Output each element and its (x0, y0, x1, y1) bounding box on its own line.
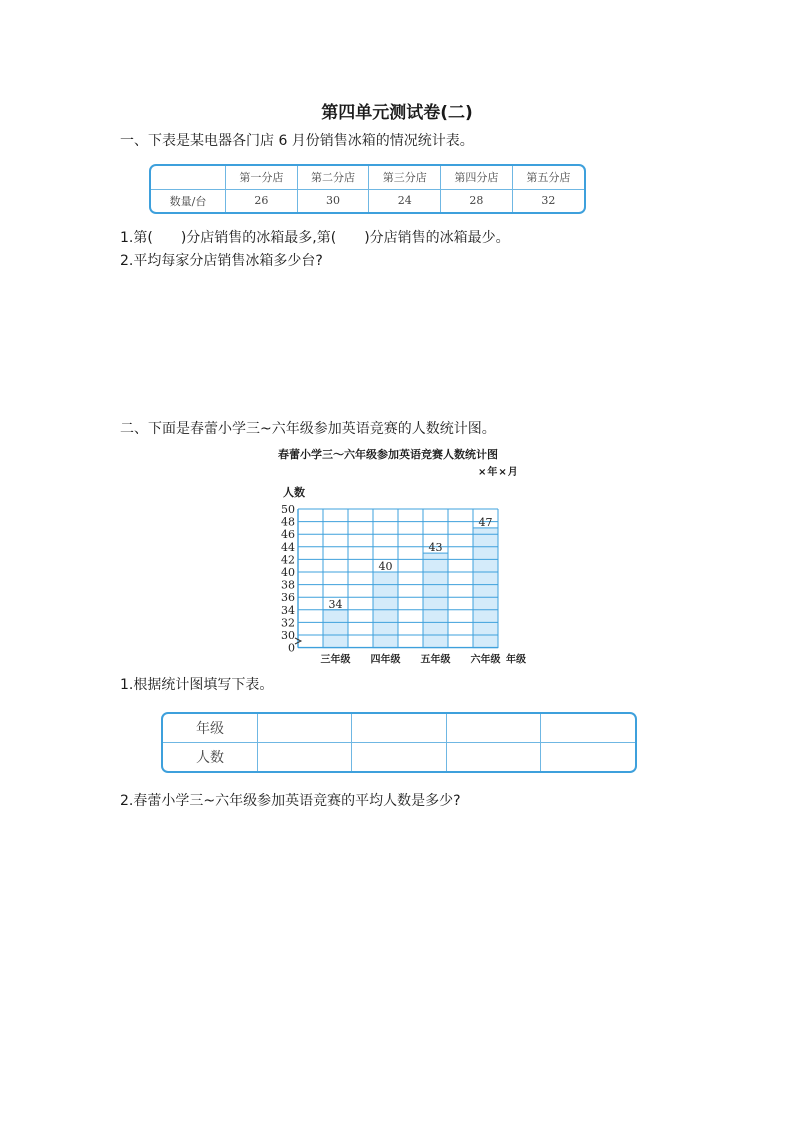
y-tick-label: 42 (281, 553, 295, 567)
chart-y-axis-label: 人数 (283, 486, 305, 499)
fill-in-row-grade (163, 714, 635, 743)
bar-chart (270, 498, 560, 668)
answer-cell[interactable] (541, 743, 635, 772)
x-category-label: 三年级 (320, 654, 351, 666)
answer-cell[interactable] (352, 714, 446, 743)
section2-question-2: 2.春蕾小学三~六年级参加英语竞赛的平均人数是多少? (120, 793, 461, 809)
y-tick-label: 0 (288, 641, 295, 655)
fill-in-row-count (163, 743, 635, 772)
bar-value-label: 43 (428, 541, 443, 555)
y-tick-label: 34 (281, 603, 295, 617)
bar-value-label: 40 (378, 560, 393, 573)
sales-table-header-row (151, 166, 584, 189)
table-header-cell: 第三分店 (369, 166, 441, 189)
answer-cell[interactable] (541, 714, 635, 743)
y-tick-label: 38 (281, 578, 295, 592)
table-cell: 32 (512, 189, 584, 212)
table-header-cell: 第二分店 (297, 166, 369, 189)
chart-title: 春蕾小学三～六年级参加英语竞赛人数统计图 (278, 448, 498, 461)
section2-question-1: 1.根据统计图填写下表。 (120, 677, 274, 693)
answer-cell[interactable] (352, 743, 446, 772)
bar (473, 528, 498, 648)
page-title: 第四单元测试卷(二) (321, 103, 473, 123)
y-tick-label: 40 (281, 566, 295, 579)
y-tick-label: 30 (281, 629, 295, 642)
y-tick-label: 32 (281, 616, 295, 630)
row-label: 人数 (163, 743, 258, 772)
sales-table-data-row (151, 189, 584, 212)
sales-table (149, 164, 586, 214)
answer-cell[interactable] (258, 743, 352, 772)
section2-heading: 二、下面是春蕾小学三~六年级参加英语竞赛的人数统计图。 (120, 421, 496, 437)
section1-question-1: 1.第( )分店销售的冰箱最多,第( )分店销售的冰箱最少。 (120, 230, 510, 246)
table-cell: 24 (369, 189, 441, 212)
x-category-label: 五年级 (420, 654, 451, 666)
x-category-label: 四年级 (370, 654, 401, 666)
x-category-label: 六年级 (470, 654, 501, 666)
bar-value-label: 47 (478, 515, 493, 529)
section1-heading: 一、下表是某电器各门店 6 月份销售冰箱的情况统计表。 (120, 133, 474, 149)
y-tick-label: 50 (281, 503, 295, 516)
table-cell: 30 (297, 189, 369, 212)
table-header-cell: 第四分店 (441, 166, 513, 189)
row-label: 年级 (163, 714, 258, 743)
fill-in-table (161, 712, 637, 773)
answer-cell[interactable] (446, 714, 540, 743)
table-cell: 数量/台 (151, 189, 226, 212)
y-tick-label: 44 (281, 540, 295, 554)
y-tick-label: 46 (281, 528, 295, 542)
answer-cell[interactable] (258, 714, 352, 743)
chart-date-note: ×年×月 (478, 467, 519, 478)
bar (423, 553, 448, 648)
table-header-cell: 第五分店 (512, 166, 584, 189)
y-tick-label: 48 (281, 515, 295, 529)
bar (323, 610, 348, 648)
table-cell: 26 (226, 189, 298, 212)
answer-cell[interactable] (446, 743, 540, 772)
table-cell: 28 (441, 189, 513, 212)
x-axis-label: 年级 (506, 654, 526, 666)
table-header-cell (151, 166, 226, 189)
bar-value-label: 34 (328, 597, 343, 611)
section1-question-2: 2.平均每家分店销售冰箱多少台? (120, 253, 323, 269)
table-header-cell: 第一分店 (226, 166, 298, 189)
y-tick-label: 36 (281, 591, 295, 605)
